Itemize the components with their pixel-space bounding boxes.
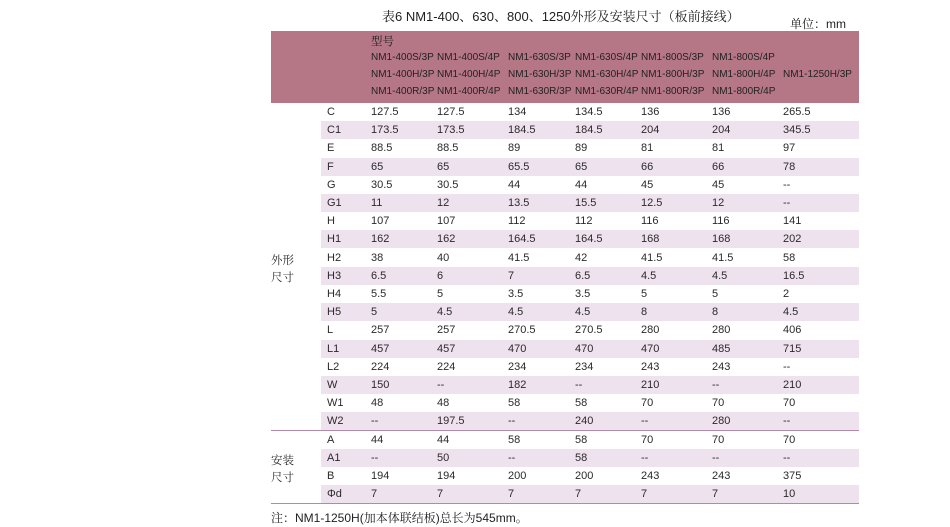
table-title: 表6 NM1-400、630、800、1250外形及安装尺寸（板前接线） xyxy=(382,9,740,24)
table-cell: 127.5 xyxy=(437,106,465,118)
table-cell: 7 xyxy=(641,488,648,501)
table-cell: 210 xyxy=(641,379,660,391)
table-row xyxy=(321,230,859,248)
table-cell: 41.5 xyxy=(641,251,663,264)
table-cell: 134.5 xyxy=(575,106,603,118)
param-label: H4 xyxy=(327,288,342,300)
table-row xyxy=(321,303,859,321)
table-cell: 5 xyxy=(712,288,719,300)
table-cell: 200 xyxy=(575,470,594,482)
table-cell: 2 xyxy=(783,288,790,300)
table-cell: -- xyxy=(783,415,791,428)
model-name: NM1-400H/4P xyxy=(437,69,501,80)
table-cell: 162 xyxy=(371,233,390,246)
param-label: W2 xyxy=(327,415,344,428)
table-row xyxy=(321,176,859,194)
model-name: NM1-800S/4P xyxy=(712,52,775,63)
table-cell: 715 xyxy=(783,342,802,355)
table-cell: 182 xyxy=(508,379,527,391)
table-cell: 204 xyxy=(712,124,731,137)
model-name: NM1-630R/3P xyxy=(508,86,572,97)
table-cell: 7 xyxy=(508,488,515,501)
table-cell: 257 xyxy=(371,324,390,337)
table-row xyxy=(321,158,859,176)
table-cell: 65 xyxy=(575,160,588,173)
table-cell: 70 xyxy=(712,397,725,410)
param-label: H5 xyxy=(327,306,342,319)
table-row xyxy=(321,267,859,285)
table-cell: 65 xyxy=(437,160,450,173)
table-cell: 224 xyxy=(371,360,390,373)
table-cell: 45 xyxy=(712,178,725,191)
model-name: NM1-800S/3P xyxy=(641,52,704,63)
param-label: H2 xyxy=(327,251,342,264)
table-cell: 168 xyxy=(641,233,660,246)
table-cell: 265.5 xyxy=(783,106,811,118)
model-name: NM1-800H/4P xyxy=(712,69,776,80)
table-cell: 202 xyxy=(783,233,802,246)
model-name: NM1-630S/4P xyxy=(575,52,638,63)
param-label: W1 xyxy=(327,397,344,410)
param-label: L2 xyxy=(327,360,340,373)
table-cell: 70 xyxy=(641,433,654,446)
model-name: NM1-800H/3P xyxy=(641,69,705,80)
table-cell: 116 xyxy=(712,215,730,228)
table-cell: 7 xyxy=(575,488,582,501)
table-cell: 7 xyxy=(712,488,719,501)
table-cell: 6.5 xyxy=(371,269,387,282)
model-name: NM1-400R/4P xyxy=(437,86,501,97)
table-cell: 6 xyxy=(437,269,444,282)
table-cell: 78 xyxy=(783,160,796,173)
param-label: A1 xyxy=(327,451,341,464)
table-cell: 3.5 xyxy=(508,288,524,300)
table-cell: 280 xyxy=(641,324,660,337)
model-name: NM1-630S/3P xyxy=(508,52,571,63)
table-cell: 4.5 xyxy=(641,269,657,282)
param-label: G1 xyxy=(327,197,342,209)
table-cell: 457 xyxy=(437,342,456,355)
table-cell: 162 xyxy=(437,233,456,246)
model-name: NM1-400S/3P xyxy=(371,52,434,63)
param-label: F xyxy=(327,160,334,173)
table-cell: 8 xyxy=(712,306,719,319)
table-cell: 107 xyxy=(437,215,456,228)
table-cell: 4.5 xyxy=(437,306,453,319)
table-row xyxy=(321,485,859,503)
table-cell: 70 xyxy=(783,433,796,446)
param-label: B xyxy=(327,470,335,482)
table-cell: 48 xyxy=(437,397,450,410)
table-row xyxy=(321,376,859,394)
table-cell: -- xyxy=(783,360,791,373)
table-cell: 58 xyxy=(575,397,588,410)
table-cell: 164.5 xyxy=(508,233,536,246)
table-cell: 127.5 xyxy=(371,106,399,118)
param-label: Φd xyxy=(327,488,342,501)
table-cell: 270.5 xyxy=(575,324,603,337)
model-name: NM1-630R/4P xyxy=(575,86,639,97)
table-cell: -- xyxy=(575,379,583,391)
table-cell: 485 xyxy=(712,342,731,355)
model-label: 型号 xyxy=(371,36,394,48)
table-cell: 10 xyxy=(783,488,796,501)
table-cell: 58 xyxy=(575,433,588,446)
table-cell: 88.5 xyxy=(437,142,459,155)
table-cell: 38 xyxy=(371,251,384,264)
table-cell: 194 xyxy=(371,470,390,482)
table-cell: 136 xyxy=(712,106,731,118)
table-cell: 457 xyxy=(371,342,390,355)
model-name: NM1-400S/4P xyxy=(437,52,500,63)
param-label: L1 xyxy=(327,342,340,355)
table-cell: -- xyxy=(508,451,516,464)
table-cell: -- xyxy=(783,197,791,209)
group-label-outline: 外形 尺寸 xyxy=(271,254,294,284)
model-name: NM1-630H/4P xyxy=(575,69,639,80)
table-cell: 65.5 xyxy=(508,160,530,173)
table-cell: 44 xyxy=(508,178,521,191)
table-cell: -- xyxy=(712,379,720,391)
table-cell: 41.5 xyxy=(508,251,530,264)
table-cell: 66 xyxy=(712,160,725,173)
table-cell: 173.5 xyxy=(437,124,465,137)
table-cell: 50 xyxy=(437,451,450,464)
table-cell: 224 xyxy=(437,360,456,373)
table-cell: 4.5 xyxy=(575,306,591,319)
table-cell: 243 xyxy=(641,360,660,373)
table-cell: -- xyxy=(641,415,649,428)
table-cell: 240 xyxy=(575,415,594,428)
table-cell: 89 xyxy=(575,142,588,155)
table-cell: 257 xyxy=(437,324,456,337)
table-cell: 48 xyxy=(371,397,384,410)
group-label-mounting: 安装 尺寸 xyxy=(271,455,294,484)
table-cell: 30.5 xyxy=(437,178,459,191)
footnote: 注：NM1-1250H(加本体联结板)总长为545mm。 xyxy=(271,511,528,525)
table-cell: 65 xyxy=(371,160,384,173)
param-label: G xyxy=(327,178,336,191)
table-cell: 3.5 xyxy=(575,288,591,300)
table-cell: 7 xyxy=(508,269,515,282)
table-row xyxy=(321,121,859,139)
table-cell: 184.5 xyxy=(575,124,603,137)
table-cell: -- xyxy=(641,451,649,464)
table-cell: 4.5 xyxy=(508,306,524,319)
table-cell: 44 xyxy=(575,178,588,191)
param-label: L xyxy=(327,324,334,337)
table-cell: 112 xyxy=(575,215,593,228)
table-cell: 12 xyxy=(437,197,450,209)
table-cell: -- xyxy=(508,415,516,428)
table-row xyxy=(321,285,859,303)
table-cell: 13.5 xyxy=(508,197,530,209)
table-cell: -- xyxy=(437,379,445,391)
table-cell: 81 xyxy=(712,142,725,155)
table-cell: 5 xyxy=(437,288,444,300)
table-cell: 164.5 xyxy=(575,233,603,246)
model-name: NM1-630H/3P xyxy=(508,69,572,80)
table-row xyxy=(321,212,859,230)
table-cell: 70 xyxy=(712,433,725,446)
table-cell: 107 xyxy=(371,215,390,228)
table-cell: 4.5 xyxy=(712,269,728,282)
table-bottom-rule xyxy=(271,503,859,504)
table-cell: 40 xyxy=(437,251,450,264)
table-cell: 184.5 xyxy=(508,124,536,137)
table-cell: 70 xyxy=(641,397,654,410)
table-cell: 141 xyxy=(783,215,802,228)
table-cell: 15.5 xyxy=(575,197,597,209)
model-name: NM1-400R/3P xyxy=(371,86,435,97)
table-cell: 112 xyxy=(508,215,526,228)
model-name: NM1-800R/3P xyxy=(641,86,705,97)
table-row xyxy=(321,467,859,485)
param-label: E xyxy=(327,142,335,155)
model-name: NM1-400H/3P xyxy=(371,69,435,80)
table-cell: 5 xyxy=(371,306,378,319)
param-label: W xyxy=(327,379,338,391)
table-cell: 280 xyxy=(712,415,731,428)
table-cell: -- xyxy=(371,415,379,428)
table-header xyxy=(271,31,859,103)
table-cell: 234 xyxy=(508,360,527,373)
table-row xyxy=(321,394,859,412)
table-cell: 16.5 xyxy=(783,269,805,282)
table-row xyxy=(321,249,859,267)
table-cell: 345.5 xyxy=(783,124,811,137)
table-cell: 44 xyxy=(437,433,450,446)
table-row xyxy=(321,358,859,376)
table-cell: 200 xyxy=(508,470,527,482)
table-cell: 12 xyxy=(712,197,725,209)
param-label: H3 xyxy=(327,269,342,282)
param-label: H xyxy=(327,215,335,228)
table-cell: 8 xyxy=(641,306,648,319)
table-cell: 243 xyxy=(712,360,731,373)
table-cell: 375 xyxy=(783,470,802,482)
param-label: H1 xyxy=(327,233,342,246)
table-row xyxy=(321,139,859,157)
table-cell: 234 xyxy=(575,360,594,373)
table-cell: 470 xyxy=(641,342,660,355)
table-cell: 470 xyxy=(508,342,527,355)
unit-label: 单位：mm xyxy=(790,17,846,31)
table-row xyxy=(321,321,859,339)
table-cell: 58 xyxy=(575,451,588,464)
table-row xyxy=(321,340,859,358)
table-cell: -- xyxy=(783,178,791,191)
table-cell: 243 xyxy=(712,470,731,482)
table-cell: 470 xyxy=(575,342,594,355)
table-cell: 116 xyxy=(641,215,659,228)
table-cell: 70 xyxy=(783,397,796,410)
table-cell: 7 xyxy=(437,488,444,501)
table-row xyxy=(321,449,859,467)
table-cell: 88.5 xyxy=(371,142,393,155)
table-cell: 30.5 xyxy=(371,178,393,191)
table-cell: 89 xyxy=(508,142,521,155)
table-cell: -- xyxy=(371,451,379,464)
table-cell: 280 xyxy=(712,324,731,337)
table-cell: 41.5 xyxy=(712,251,734,264)
table-cell: 44 xyxy=(371,433,384,446)
group-divider xyxy=(271,430,859,431)
table-row xyxy=(321,194,859,212)
table-cell: 204 xyxy=(641,124,660,137)
table-cell: 58 xyxy=(508,397,521,410)
table-cell: -- xyxy=(712,451,720,464)
model-name: NM1-1250H/3P xyxy=(783,69,852,80)
table-cell: 406 xyxy=(783,324,802,337)
table-cell: 194 xyxy=(437,470,456,482)
table-cell: 12.5 xyxy=(641,197,663,209)
table-cell: 6.5 xyxy=(575,269,591,282)
table-cell: 5 xyxy=(641,288,648,300)
table-cell: 45 xyxy=(641,178,654,191)
table-cell: 4.5 xyxy=(783,306,799,319)
table-cell: 7 xyxy=(371,488,378,501)
table-cell: 197.5 xyxy=(437,415,465,428)
table-row xyxy=(321,431,859,449)
model-name: NM1-800R/4P xyxy=(712,86,776,97)
table-cell: 81 xyxy=(641,142,654,155)
table-cell: 11 xyxy=(371,197,383,209)
table-row xyxy=(321,103,859,121)
table-cell: 97 xyxy=(783,142,796,155)
table-cell: 173.5 xyxy=(371,124,399,137)
table-cell: 136 xyxy=(641,106,660,118)
table-row xyxy=(321,412,859,430)
table-cell: 58 xyxy=(783,251,796,264)
table-cell: 168 xyxy=(712,233,731,246)
table-cell: 42 xyxy=(575,251,588,264)
param-label: A xyxy=(327,433,335,446)
table-cell: 243 xyxy=(641,470,660,482)
table-cell: 210 xyxy=(783,379,802,391)
param-label: C1 xyxy=(327,124,342,137)
table-cell: 270.5 xyxy=(508,324,536,337)
table-cell: -- xyxy=(783,451,791,464)
param-label: C xyxy=(327,106,335,118)
table-cell: 58 xyxy=(508,433,521,446)
table-cell: 66 xyxy=(641,160,654,173)
table-cell: 134 xyxy=(508,106,527,118)
table-cell: 5.5 xyxy=(371,288,387,300)
table-cell: 150 xyxy=(371,379,390,391)
